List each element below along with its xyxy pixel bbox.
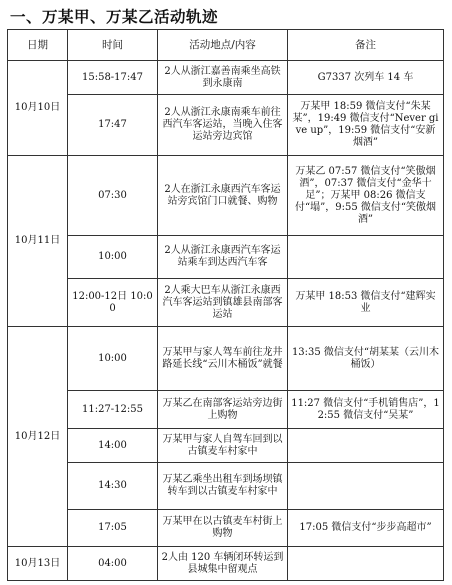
time-cell: 11:27-12:55 <box>68 391 158 429</box>
header-date: 日期 <box>8 30 68 61</box>
time-cell: 15:58-17:47 <box>68 61 158 95</box>
header-content: 活动地点/内容 <box>158 30 288 61</box>
table-row <box>8 547 444 581</box>
content-cell: 2人从浙江永康西汽车客运站乘车到达西汽车客 <box>158 236 288 279</box>
table-row <box>8 510 444 547</box>
content-cell: 万某甲与家人驾车前往龙井路延长线“云川木桶饭”就餐 <box>158 327 288 391</box>
date-cell: 10月11日 <box>8 156 68 327</box>
date-cell: 10月10日 <box>8 61 68 156</box>
table-header-row <box>8 30 444 61</box>
table-row <box>8 279 444 327</box>
note-cell <box>288 236 444 279</box>
header-note: 备注 <box>288 30 444 61</box>
note-cell: G7337 次列车 14 车 <box>288 61 444 95</box>
note-cell: 万某乙 07:57 微信支付“笑傲烟酒”，07:37 微信支付“金华十足”；万某甲 08:26 微信支付“塌”，9:55 微信支付“笑傲烟酒” <box>288 156 444 236</box>
content-cell: 万某乙乘坐出租车到场坝镇转车到以古镇麦车村家中 <box>158 463 288 510</box>
time-cell: 14:00 <box>68 429 158 463</box>
content-cell: 万某甲在以古镇麦车村街上购物 <box>158 510 288 547</box>
time-cell: 04:00 <box>68 547 158 581</box>
date-cell: 10月12日 <box>8 327 68 547</box>
time-cell: 07:30 <box>68 156 158 236</box>
activity-table <box>7 29 444 581</box>
time-cell: 10:00 <box>68 236 158 279</box>
time-cell: 10:00 <box>68 327 158 391</box>
content-cell: 2人在浙江永康西汽车客运站旁宾馆门口就餐、购物 <box>158 156 288 236</box>
note-cell <box>288 547 444 581</box>
note-cell: 17:05 微信支付“步步高超市” <box>288 510 444 547</box>
note-cell <box>288 463 444 510</box>
time-cell: 17:05 <box>68 510 158 547</box>
header-time: 时间 <box>68 30 158 61</box>
table-row <box>8 429 444 463</box>
note-cell: 11:27 微信支付“手机销售店”，12:55 微信支付“吴某” <box>288 391 444 429</box>
date-cell: 10月13日 <box>8 547 68 581</box>
time-cell: 17:47 <box>68 95 158 156</box>
note-cell: 万某甲 18:53 微信支付“建辉实业 <box>288 279 444 327</box>
note-cell <box>288 429 444 463</box>
content-cell: 万某甲与家人自驾车回到以古镇麦车村家中 <box>158 429 288 463</box>
table-row <box>8 463 444 510</box>
document-title: 一、万某甲、万某乙活动轨迹 <box>10 8 219 26</box>
table-row <box>8 327 444 391</box>
content-cell: 2人由 120 车辆闭环转运到县城集中留观点 <box>158 547 288 581</box>
note-cell: 13:35 微信支付“胡某某（云川木桶饭） <box>288 327 444 391</box>
note-cell: 万某甲 18:59 微信支付“朱某某”，19:49 微信支付“Never give up”，19:59 微信支付“安新烟酒” <box>288 95 444 156</box>
content-cell: 万某乙在南部客运站旁边街上购物 <box>158 391 288 429</box>
table-row <box>8 391 444 429</box>
content-cell: 2人从浙江嘉善南乘坐高铁到永康南 <box>158 61 288 95</box>
table-row <box>8 156 444 236</box>
content-cell: 2人从浙江永康南乘车前往西汽车客运站，当晚入住客运站旁边宾馆 <box>158 95 288 156</box>
time-cell: 14:30 <box>68 463 158 510</box>
content-cell: 2人乘大巴车从浙江永康西汽车客运站到镇雄县南部客运站 <box>158 279 288 327</box>
table-row <box>8 95 444 156</box>
time-cell: 12:00-12日 10:00 <box>68 279 158 327</box>
table-row <box>8 61 444 95</box>
table-row <box>8 236 444 279</box>
